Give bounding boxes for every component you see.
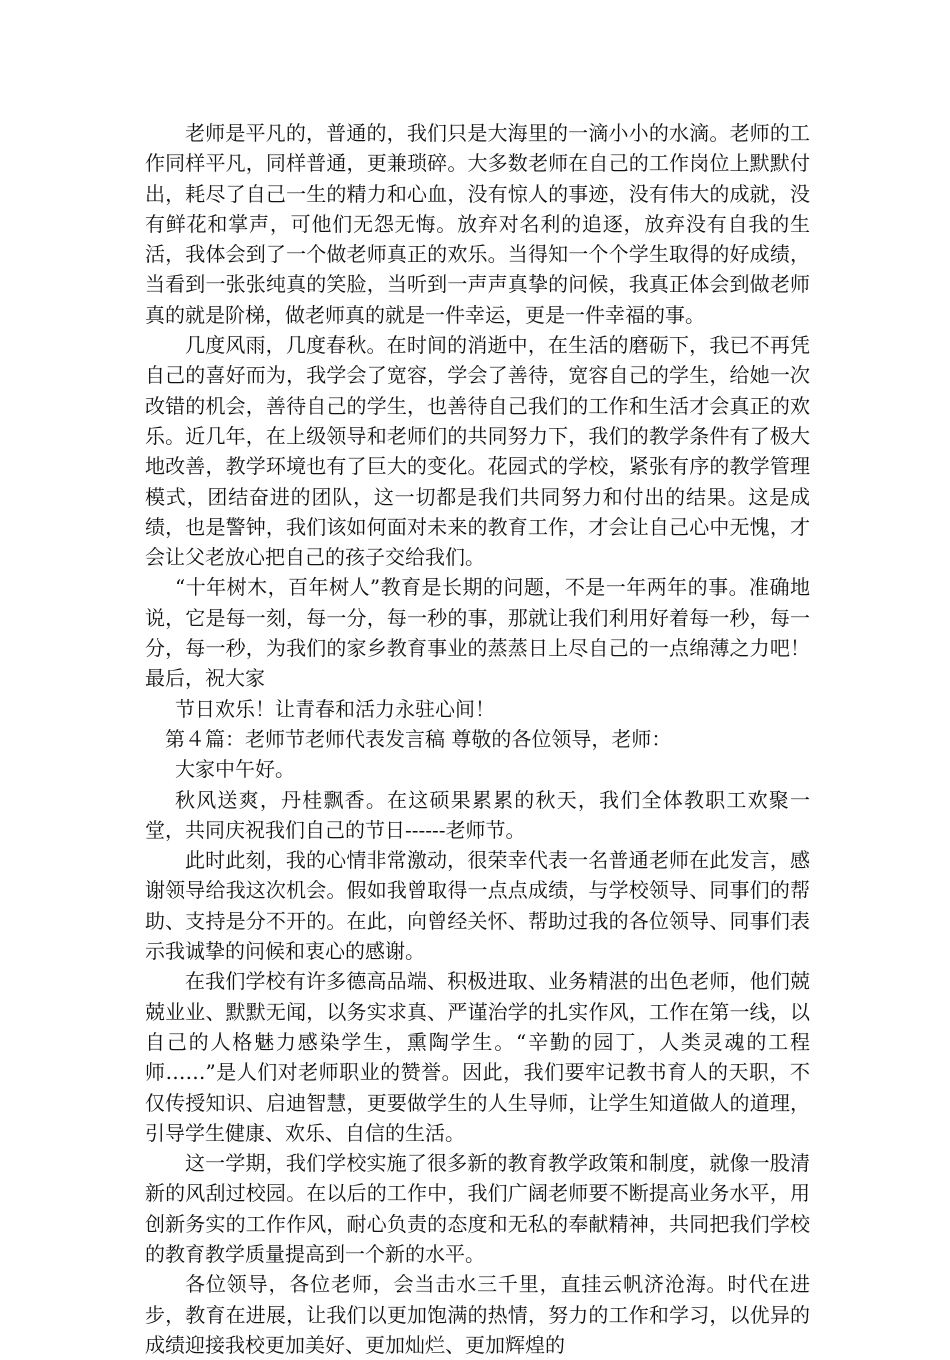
greeting: 大家中午好。	[175, 757, 295, 782]
section-heading: 第４篇：老师节老师代表发言稿 尊敬的各位领导，老师：	[165, 726, 672, 751]
paragraph-1: 老师是平凡的，普通的，我们只是大海里的一滴小小的水滴。老师的工作同样平凡，同样普通，更兼琐碎。大多数老师在自己的工作岗位上默默付出，耗尽了自己一生的精力和心血，没有惊人的事迹，没有伟大的成就，没有鲜花和掌声，可他们无怨无悔。放弃对名利的追逐，放弃没有自我的生活，我体会到了一个做老师真正的欢乐。当得知一个个学生取得的好成绩，当看到一张张纯真的笑脸，当听到一声声真挚的问候，我真正体会到做老师真的就是阶梯，做老师真的就是一件幸运，更是一件幸福的事。	[145, 121, 810, 327]
paragraph-2: 几度风雨，几度春秋。在时间的消逝中，在生活的磨砺下，我已不再凭自己的喜好而为，我学会了宽容，学会了善待，宽容自己的学生，给她一次改错的机会，善待自己的学生，也善待自己我们的工作和生活才会真正的欢乐。近几年，在上级领导和老师们的共同努力下，我们的教学条件有了极大地改善，教学环境也有了巨大的变化。花园式的学校，紧张有序的教学管理模式，团结奋进的团队，这一切都是我们共同努力和付出的结果。这是成绩，也是警钟，我们该如何面对未来的教育工作，才会让自己心中无愧，才会让父老放心把自己的孩子交给我们。	[145, 333, 810, 570]
paragraph-7: 在我们学校有许多德高品端、积极进取、业务精湛的出色老师，他们兢兢业业、默默无闻，以务实求真、严谨治学的扎实作风，工作在第一线，以自己的人格魅力感染学生，熏陶学生。“辛勤的园丁，人类灵魂的工程师……”是人们对老师职业的赞誉。因此，我们要牢记教书育人的天职，不仅传授知识、启迪智慧，更要做学生的人生导师，让学生知道做人的道理，引导学生健康、欢乐、自信的生活。	[145, 969, 810, 1145]
paragraph-9: 各位领导，各位老师，会当击水三千里，直挂云帆济沧海。时代在进步，教育在进展，让我们以更加饱满的热情，努力的工作和学习，以优异的成绩迎接我校更加美好、更加灿烂、更加辉煌的	[145, 1272, 810, 1357]
paragraph-6: 此时此刻，我的心情非常激动，很荣幸代表一名普通老师在此发言，感谢领导给我这次机会。假如我曾取得一点点成绩，与学校领导、同事们的帮助、支持是分不开的。在此，向曾经关怀、帮助过我的各位领导、同事们表示我诚挚的问候和衷心的感谢。	[145, 848, 810, 964]
paragraph-5: 秋风送爽，丹桂飘香。在这硕果累累的秋天，我们全体教职工欢聚一堂，共同庆祝我们自己的节日------老师节。	[145, 787, 810, 842]
document-body	[145, 118, 810, 1360]
paragraph-4: 节日欢乐！让青春和活力永驻心间！	[175, 696, 495, 721]
paragraph-8: 这一学期，我们学校实施了很多新的教育教学政策和制度，就像一股清新的风刮过校园。在以后的工作中，我们广阔老师要不断提高业务水平，用创新务实的工作作风，耐心负责的态度和无私的奉献精神，共同把我们学校的教育教学质量提高到一个新的水平。	[145, 1151, 810, 1266]
paragraph-3: “十年树木，百年树人”教育是长期的问题，不是一年两年的事。准确地说，它是每一刻，每一分，每一秒的事，那就让我们利用好着每一秒，每一分，每一秒，为我们的家乡教育事业的蒸蒸日上尽自己的一点绵薄之力吧！ 最后，祝大家	[145, 575, 810, 691]
